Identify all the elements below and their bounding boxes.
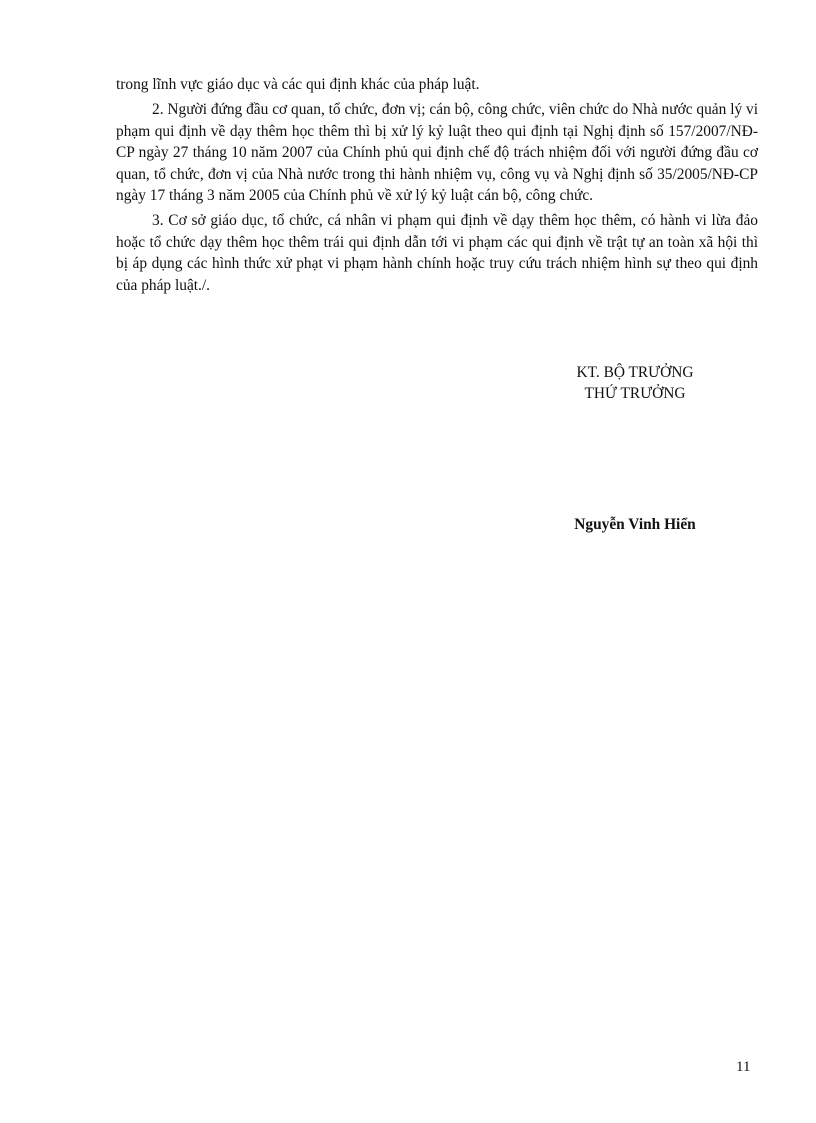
- document-body: [116, 74, 758, 300]
- paragraph-3: 3. Cơ sở giáo dục, tổ chức, cá nhân vi phạm qui định về dạy thêm học thêm, có hành vi lừa đảo hoặc tổ chức dạy thêm học thêm trái qui định dẫn tới vi phạm các qui định về trật tự an toàn xã hội thì bị áp dụng các hình thức xử phạt vi phạm hành chính hoặc truy cứu trách nhiệm hình sự theo qui định của pháp luật./.: [116, 212, 758, 294]
- signature-title-line-1: KT. BỘ TRƯỞNG: [576, 364, 694, 381]
- paragraph-2: 2. Người đứng đầu cơ quan, tổ chức, đơn vị; cán bộ, công chức, viên chức do Nhà nước quản lý vi phạm qui định về dạy thêm học thêm thì bị xử lý kỷ luật theo qui định tại Nghị định số 157/2007/NĐ- CP ngày 27 tháng 10 năm 2007 của Chính phủ qui định chế độ trách nhiệm đối với người đứng đầu cơ quan, tổ chức, đơn vị của Nhà nước trong thi hành nhiệm vụ, công vụ và Nghị định số 35/2005/NĐ-CP ngày 17 tháng 3 năm 2005 của Chính phủ về xử lý kỷ luật cán bộ, công chức.: [116, 101, 758, 205]
- paragraph-continuation: trong lĩnh vực giáo dục và các qui định khác của pháp luật.: [116, 76, 480, 93]
- signer-name: Nguyễn Vinh Hiển: [574, 516, 696, 533]
- signature-block: [540, 362, 730, 404]
- signature-title-line-2: THỨ TRƯỞNG: [584, 385, 686, 402]
- page-number: 11: [736, 1059, 751, 1075]
